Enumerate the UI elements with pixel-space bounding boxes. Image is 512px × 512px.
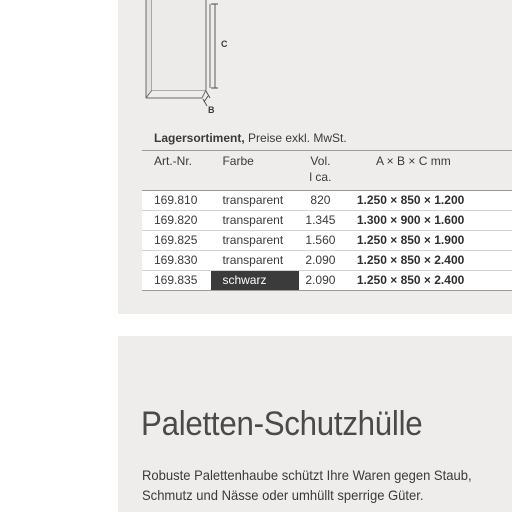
- cell-art-nr: 169.810: [142, 191, 211, 211]
- cell-volume: 1.560: [299, 231, 342, 251]
- label-c: C: [221, 39, 228, 49]
- cell-art-nr: 169.820: [142, 211, 211, 231]
- cell-farbe-highlighted: schwarz: [211, 271, 299, 291]
- cell-dimensions: 1.300 × 900 × 1.600: [342, 211, 512, 231]
- table-caption: [154, 131, 347, 145]
- table-header-row: [142, 151, 512, 191]
- caption-bold: Lagersortiment,: [154, 131, 245, 145]
- bag-side-face: [146, 0, 152, 98]
- bag-bottom-edges: [146, 90, 206, 98]
- bag-front-face: [152, 0, 206, 90]
- cell-dimensions: 1.250 × 850 × 1.900: [342, 231, 512, 251]
- cell-volume: 820: [299, 191, 342, 211]
- cell-dimensions: 1.250 × 850 × 2.400: [342, 251, 512, 271]
- product-description: Robuste Palettenhaube schützt Ihre Waren gegen Staub, Schmutz und Nässe oder umhüllt sperrige Güter.: [142, 467, 472, 503]
- bag-right-edges: [206, 0, 210, 90]
- label-b: B: [208, 105, 215, 115]
- cell-art-nr: 169.830: [142, 251, 211, 271]
- header-volume: [299, 151, 342, 191]
- header-vol-line1: Vol.: [310, 154, 331, 168]
- header-farbe: Farbe: [211, 151, 299, 191]
- cell-dimensions: 1.250 × 850 × 2.400: [342, 271, 512, 291]
- cell-farbe: transparent: [211, 191, 299, 211]
- dimension-line-c: [211, 4, 218, 88]
- table-row: [142, 271, 512, 291]
- table-row: [142, 231, 512, 251]
- header-vol-line2: l ca.: [309, 170, 332, 184]
- cell-art-nr: 169.825: [142, 231, 211, 251]
- cell-volume: 2.090: [299, 251, 342, 271]
- table-row: [142, 211, 512, 231]
- cell-farbe: transparent: [211, 251, 299, 271]
- header-art-nr: Art.-Nr.: [142, 151, 211, 191]
- product-title: Paletten-Schutzhülle: [141, 405, 423, 443]
- cell-art-nr: 169.835: [142, 271, 211, 291]
- bag-dimension-diagram: [140, 0, 250, 120]
- table-row: [142, 191, 512, 211]
- caption-rest: Preise exkl. MwSt.: [244, 131, 347, 145]
- cell-farbe: transparent: [211, 211, 299, 231]
- cell-dimensions: 1.250 × 850 × 1.200: [342, 191, 512, 211]
- cell-volume: 1.345: [299, 211, 342, 231]
- header-dimensions: A × B × C mm: [342, 151, 512, 191]
- cell-farbe: transparent: [211, 231, 299, 251]
- cell-volume: 2.090: [299, 271, 342, 291]
- product-spec-table: [142, 150, 512, 291]
- table-row: [142, 251, 512, 271]
